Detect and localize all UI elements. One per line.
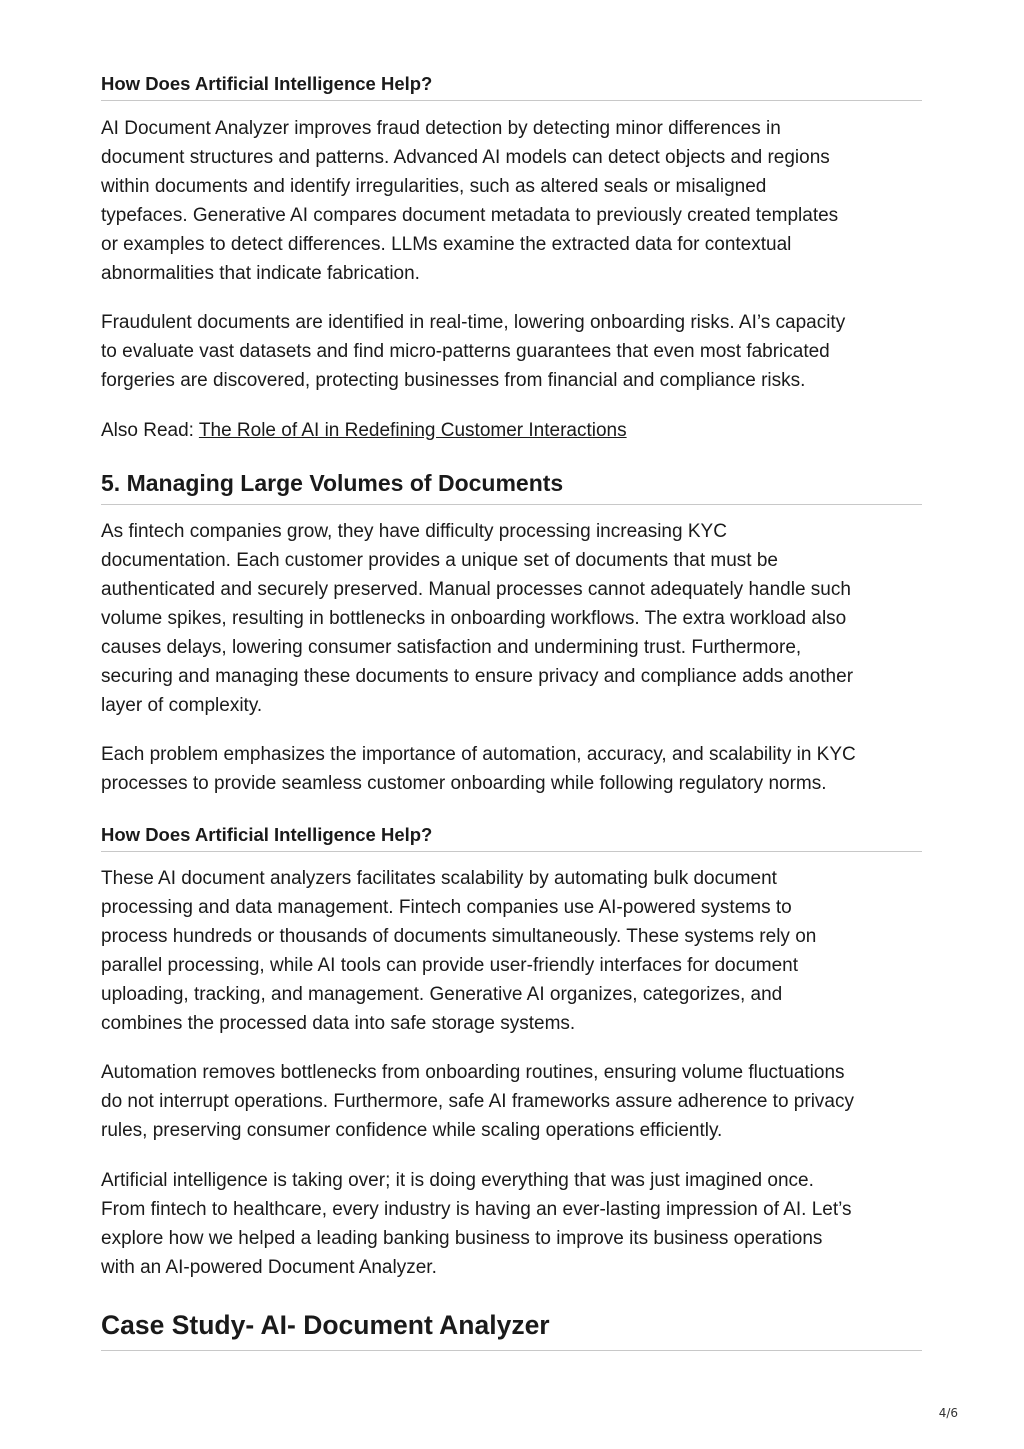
paragraph: AI Document Analyzer improves fraud detection by detecting minor differences in document structures and patterns. Advanced AI models can detect objects and regions within documents and identify irregularities, such as altered seals or misaligned typefaces. Generative AI compares document metadata to previously created templates or examples to detect differences. LLMs examine the extracted data for contextual abnormalities that indicate fabrication. bbox=[101, 118, 839, 284]
page-number: 4/6 bbox=[938, 1406, 958, 1420]
section-heading: How Does Artificial Intelligence Help? bbox=[101, 73, 922, 101]
also-read-link[interactable]: The Role of AI in Redefining Customer Interactions bbox=[198, 420, 627, 441]
paragraph: Each problem emphasizes the importance of automation, accuracy, and scalability in KYC processes to provide seamless customer onboarding while following regulatory norms. bbox=[101, 744, 856, 794]
paragraph: Artificial intelligence is taking over; it is doing everything that was just imagined once. From fintech to healthcare, every industry is having an ever-lasting impression of AI. Let’s explore how we helped a leading banking business to improve its business operations with an AI-powered Document Analyzer. bbox=[101, 1170, 852, 1278]
also-read-label: Also Read: bbox=[101, 420, 199, 441]
also-read-line bbox=[101, 416, 922, 445]
paragraph: These AI document analyzers facilitates scalability by automating bulk document processing and data management. Fintech companies use AI-powered systems to process hundreds or thousands of documents simultaneously. These systems rely on parallel processing, while AI tools can provide user-friendly interfaces for document uploading, tracking, and management. Generative AI organizes, categorizes, and combines the processed data into safe storage systems. bbox=[101, 868, 817, 1034]
paragraph: Fraudulent documents are identified in real-time, lowering onboarding risks. AI’s capacity to evaluate vast datasets and find micro-patterns guarantees that even most fabricated forgeries are discovered, protecting businesses from financial and compliance risks. bbox=[101, 312, 846, 391]
section-heading: How Does Artificial Intelligence Help? bbox=[101, 824, 922, 852]
paragraph: As fintech companies grow, they have difficulty processing increasing KYC documentation. Each customer provides a unique set of documents that must be authenticated and securely preserved. Manual processes cannot adequately handle such volume spikes, resulting in bottlenecks in onboarding workflows. The extra workload also causes delays, lowering consumer satisfaction and undermining trust. Furthermore, securing and managing these documents to ensure privacy and compliance adds another layer of complexity. bbox=[101, 521, 854, 716]
paragraph: Automation removes bottlenecks from onboarding routines, ensuring volume fluctuations do not interrupt operations. Furthermore, safe AI frameworks assure adherence to privacy rules, preserving consumer confidence while scaling operations efficiently. bbox=[101, 1062, 854, 1141]
section-heading: Case Study- AI- Document Analyzer bbox=[101, 1309, 922, 1351]
section-heading: 5. Managing Large Volumes of Documents bbox=[101, 469, 922, 505]
